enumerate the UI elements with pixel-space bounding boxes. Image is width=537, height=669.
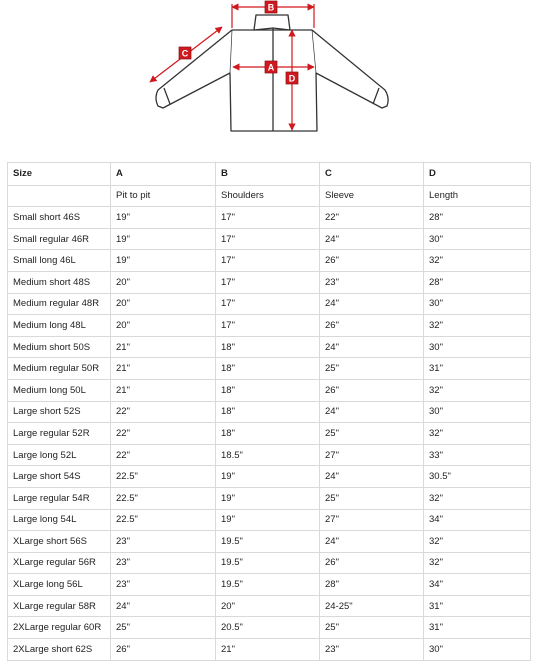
cell-pit-to-pit: 20" — [111, 293, 216, 315]
cell-size: 2XLarge short 62S — [8, 639, 111, 661]
cell-length: 33" — [424, 444, 531, 466]
cell-size: Medium regular 48R — [8, 293, 111, 315]
cell-length: 34" — [424, 574, 531, 596]
cell-pit-to-pit: 22.5" — [111, 487, 216, 509]
table-row — [8, 271, 531, 293]
table-row — [8, 466, 531, 488]
subheader-shoulders: Shoulders — [216, 185, 320, 207]
cell-sleeve: 24" — [320, 293, 424, 315]
header-d: D — [424, 163, 531, 186]
cell-sleeve: 27" — [320, 509, 424, 531]
cell-length: 32" — [424, 423, 531, 445]
cell-length: 31" — [424, 358, 531, 380]
cell-length: 28" — [424, 207, 531, 229]
cell-pit-to-pit: 22" — [111, 444, 216, 466]
cell-length: 30.5" — [424, 466, 531, 488]
cell-shoulders: 17" — [216, 228, 320, 250]
svg-text:A: A — [267, 62, 275, 73]
cell-size: XLarge regular 56R — [8, 552, 111, 574]
header-b: B — [216, 163, 320, 186]
header-c: C — [320, 163, 424, 186]
cell-pit-to-pit: 23" — [111, 531, 216, 553]
size-chart-table — [7, 162, 531, 661]
subheader-size — [8, 185, 111, 207]
cell-shoulders: 17" — [216, 315, 320, 337]
cell-shoulders: 17" — [216, 271, 320, 293]
cell-size: Large long 52L — [8, 444, 111, 466]
table-row — [8, 487, 531, 509]
jacket-measurement-diagram — [0, 0, 537, 150]
table-row — [8, 617, 531, 639]
cell-shoulders: 17" — [216, 293, 320, 315]
cell-shoulders: 17" — [216, 207, 320, 229]
cell-pit-to-pit: 22" — [111, 401, 216, 423]
cell-shoulders: 19.5" — [216, 574, 320, 596]
cell-sleeve: 26" — [320, 379, 424, 401]
table-row — [8, 401, 531, 423]
cell-sleeve: 25" — [320, 487, 424, 509]
table-subheader-row — [8, 185, 531, 207]
cell-sleeve: 25" — [320, 617, 424, 639]
cell-sleeve: 26" — [320, 250, 424, 272]
cell-pit-to-pit: 23" — [111, 574, 216, 596]
cell-size: Small long 46L — [8, 250, 111, 272]
cell-length: 31" — [424, 617, 531, 639]
cell-length: 30" — [424, 336, 531, 358]
cell-size: Medium long 48L — [8, 315, 111, 337]
cell-shoulders: 19" — [216, 466, 320, 488]
table-row — [8, 552, 531, 574]
table-row — [8, 250, 531, 272]
cell-shoulders: 18.5" — [216, 444, 320, 466]
cell-sleeve: 25" — [320, 423, 424, 445]
cell-size: Small short 46S — [8, 207, 111, 229]
cell-size: Medium long 50L — [8, 379, 111, 401]
cell-shoulders: 18" — [216, 336, 320, 358]
cell-size: Large regular 52R — [8, 423, 111, 445]
cell-size: XLarge long 56L — [8, 574, 111, 596]
size-table-body — [8, 163, 531, 661]
cell-length: 32" — [424, 552, 531, 574]
cell-pit-to-pit: 24" — [111, 595, 216, 617]
marker-a — [265, 61, 277, 73]
cell-sleeve: 24" — [320, 336, 424, 358]
cell-shoulders: 19" — [216, 509, 320, 531]
cell-pit-to-pit: 22.5" — [111, 466, 216, 488]
marker-d — [286, 72, 298, 84]
table-row — [8, 639, 531, 661]
cell-shoulders: 18" — [216, 379, 320, 401]
cell-size: XLarge short 56S — [8, 531, 111, 553]
cell-pit-to-pit: 19" — [111, 207, 216, 229]
cell-sleeve: 26" — [320, 552, 424, 574]
cell-size: Large long 54L — [8, 509, 111, 531]
cell-size: Large short 52S — [8, 401, 111, 423]
subheader-sleeve: Sleeve — [320, 185, 424, 207]
cell-sleeve: 22" — [320, 207, 424, 229]
cell-pit-to-pit: 22" — [111, 423, 216, 445]
cell-pit-to-pit: 20" — [111, 271, 216, 293]
table-row — [8, 207, 531, 229]
cell-sleeve: 23" — [320, 639, 424, 661]
cell-length: 31" — [424, 595, 531, 617]
cell-sleeve: 26" — [320, 315, 424, 337]
subheader-length: Length — [424, 185, 531, 207]
cell-pit-to-pit: 21" — [111, 358, 216, 380]
cell-size: Large regular 54R — [8, 487, 111, 509]
cell-size: XLarge regular 58R — [8, 595, 111, 617]
cell-sleeve: 23" — [320, 271, 424, 293]
cell-length: 30" — [424, 228, 531, 250]
cell-shoulders: 19.5" — [216, 531, 320, 553]
cell-length: 32" — [424, 315, 531, 337]
cell-sleeve: 24" — [320, 228, 424, 250]
svg-text:B: B — [267, 2, 275, 13]
cell-length: 28" — [424, 271, 531, 293]
cell-size: Medium short 48S — [8, 271, 111, 293]
cell-size: Large short 54S — [8, 466, 111, 488]
cell-shoulders: 17" — [216, 250, 320, 272]
table-row — [8, 293, 531, 315]
table-row — [8, 228, 531, 250]
table-row — [8, 574, 531, 596]
cell-shoulders: 18" — [216, 401, 320, 423]
cell-pit-to-pit: 21" — [111, 336, 216, 358]
table-row — [8, 444, 531, 466]
cell-pit-to-pit: 21" — [111, 379, 216, 401]
marker-c — [179, 47, 191, 59]
cell-shoulders: 20" — [216, 595, 320, 617]
cell-shoulders: 18" — [216, 358, 320, 380]
table-row — [8, 423, 531, 445]
cell-shoulders: 18" — [216, 423, 320, 445]
cell-size: Medium regular 50R — [8, 358, 111, 380]
table-row — [8, 336, 531, 358]
cell-pit-to-pit: 22.5" — [111, 509, 216, 531]
cell-pit-to-pit: 23" — [111, 552, 216, 574]
cell-size: Medium short 50S — [8, 336, 111, 358]
cell-shoulders: 19" — [216, 487, 320, 509]
table-row — [8, 595, 531, 617]
cell-length: 30" — [424, 639, 531, 661]
cell-length: 32" — [424, 379, 531, 401]
table-row — [8, 315, 531, 337]
cell-sleeve: 24" — [320, 401, 424, 423]
header-size: Size — [8, 163, 111, 186]
cell-length: 32" — [424, 487, 531, 509]
cell-pit-to-pit: 25" — [111, 617, 216, 639]
cell-pit-to-pit: 19" — [111, 228, 216, 250]
header-a: A — [111, 163, 216, 186]
cell-size: Small regular 46R — [8, 228, 111, 250]
cell-sleeve: 25" — [320, 358, 424, 380]
cell-pit-to-pit: 19" — [111, 250, 216, 272]
table-header-row — [8, 163, 531, 186]
marker-b — [265, 1, 277, 13]
cell-size: 2XLarge regular 60R — [8, 617, 111, 639]
cell-shoulders: 21" — [216, 639, 320, 661]
cell-sleeve: 24-25" — [320, 595, 424, 617]
table-row — [8, 531, 531, 553]
cell-pit-to-pit: 20" — [111, 315, 216, 337]
cell-sleeve: 24" — [320, 466, 424, 488]
cell-shoulders: 20.5" — [216, 617, 320, 639]
cell-length: 30" — [424, 293, 531, 315]
cell-shoulders: 19.5" — [216, 552, 320, 574]
cell-length: 32" — [424, 531, 531, 553]
cell-length: 30" — [424, 401, 531, 423]
cell-length: 34" — [424, 509, 531, 531]
cell-sleeve: 24" — [320, 531, 424, 553]
cell-sleeve: 27" — [320, 444, 424, 466]
table-row — [8, 358, 531, 380]
cell-sleeve: 28" — [320, 574, 424, 596]
table-row — [8, 379, 531, 401]
svg-text:D: D — [288, 73, 296, 84]
cell-pit-to-pit: 26" — [111, 639, 216, 661]
cell-length: 32" — [424, 250, 531, 272]
svg-text:C: C — [181, 48, 189, 59]
table-row — [8, 509, 531, 531]
subheader-pit-to-pit: Pit to pit — [111, 185, 216, 207]
